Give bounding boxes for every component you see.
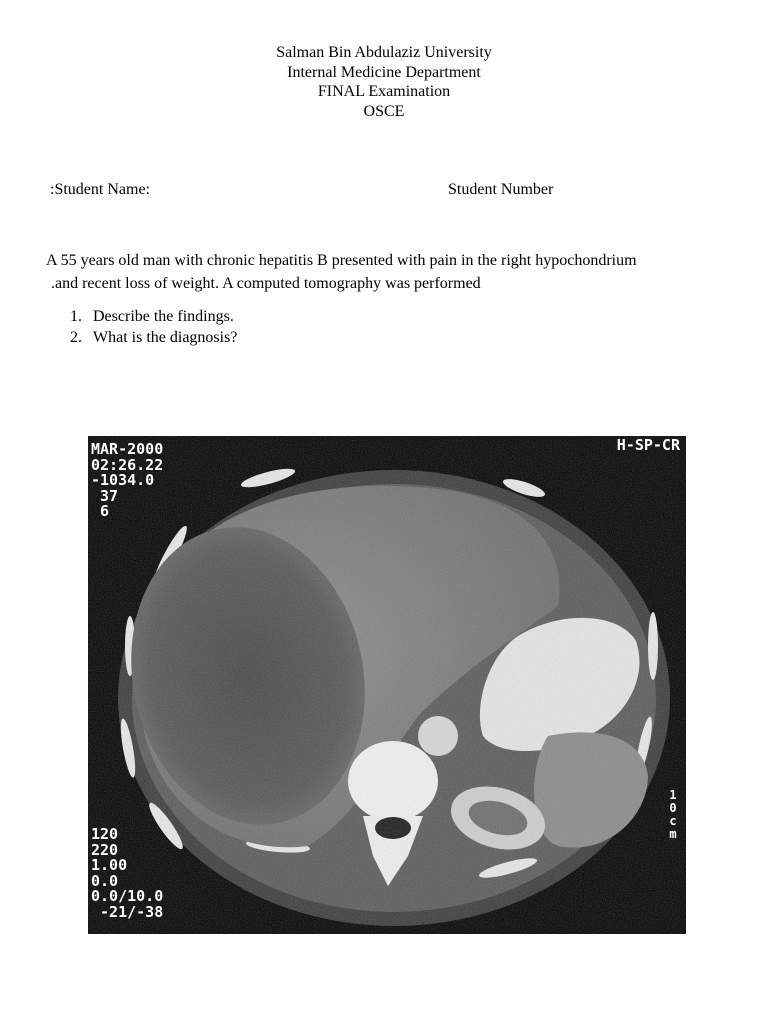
ct-annotation-bottom-left: 120 220 1.00 0.0 0.0/10.0 -21/-38 (91, 825, 164, 921)
case-line-1: A 55 years old man with chronic hepatitis B presented with pain in the right hypochondrium (46, 252, 637, 269)
student-number-label: Student Number (448, 181, 554, 198)
exam-header (0, 43, 768, 121)
ct-scan-image (88, 436, 686, 934)
ct-annotation-top-left: MAR-2000 02:26.22 -1034.0 37 6 (91, 440, 164, 521)
exam-title: FINAL Examination (317, 83, 451, 101)
department-name: Internal Medicine Department (287, 63, 481, 81)
ct-scale-label: 10cm (669, 788, 677, 841)
case-line-2: .and recent loss of weight. A computed tomography was performed (51, 274, 481, 292)
ct-scan-graphic (88, 436, 686, 934)
university-name: Salman Bin Abdulaziz University (276, 44, 492, 61)
question-text: What is the diagnosis? (93, 329, 238, 346)
question-item (70, 306, 237, 327)
question-text: Describe the findings. (93, 308, 234, 325)
ct-annotation-top-right: H-SP-CR (616, 436, 680, 454)
case-description (46, 250, 746, 295)
question-number: 2. (70, 329, 82, 346)
question-item (70, 327, 237, 348)
student-name-label: :Student Name: (50, 181, 150, 198)
question-list (70, 306, 237, 348)
exam-type: OSCE (363, 102, 405, 120)
question-number: 1. (70, 308, 82, 325)
